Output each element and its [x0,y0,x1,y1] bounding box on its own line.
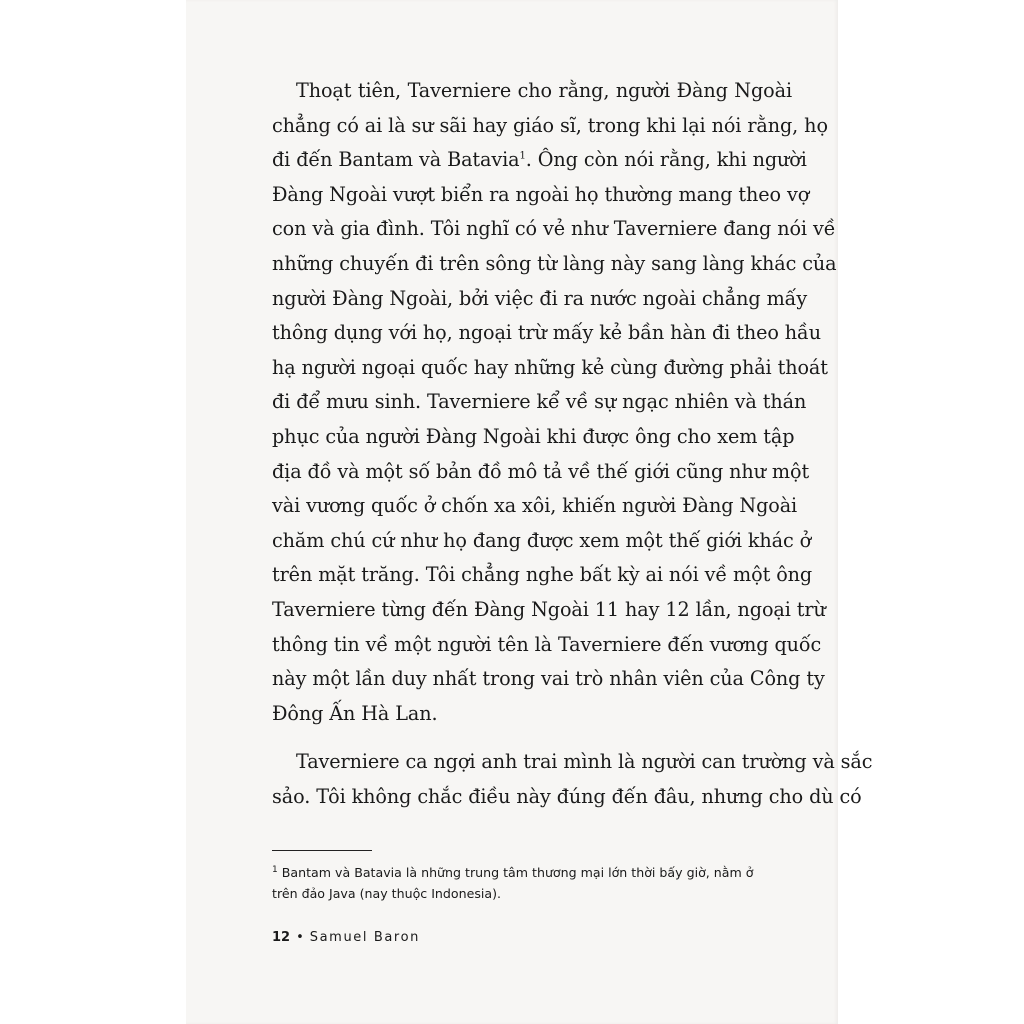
text-line: chăm chú cứ như họ đang được xem một thế giới khác ở [272,528,812,552]
paragraph-gap [272,731,792,745]
text-line: người Đàng Ngoài, bởi việc đi ra nước ngoài chẳng mấy [272,286,808,310]
body-text [272,74,873,814]
text-fragment: . Ông còn nói rằng, khi người [525,148,807,172]
text-line: vài vương quốc ở chốn xa xôi, khiến người Đàng Ngoài [272,494,798,518]
text-line: thông tin về một người tên là Taverniere đến vương quốc [272,632,822,656]
text-line: Taverniere ca ngợi anh trai mình là người can trường và sắc [296,750,873,774]
text-line-with-ref [272,143,807,178]
paragraph-1 [272,74,837,731]
footnote-reference: 1 [519,150,526,162]
text-line: Đông Ấn Hà Lan. [272,701,438,725]
text-line: những chuyến đi trên sông từ làng này sang làng khác của [272,251,837,275]
page-footer [272,930,420,945]
bullet-separator: • [296,930,304,945]
text-line: Thoạt tiên, Taverniere cho rằng, người Đàng Ngoài [296,79,792,102]
text-line: con và gia đình. Tôi nghĩ có vẻ như Taverniere đang nói về [272,217,836,241]
footnote-line: trên đảo Java (nay thuộc Indonesia). [272,886,502,901]
text-line: Taverniere từng đến Đàng Ngoài 11 hay 12 lần, ngoại trừ [272,597,826,621]
text-line: sảo. Tôi không chắc điều này đúng đến đâu, nhưng cho dù có [272,784,862,808]
text-fragment: đi đến Bantam và Batavia [272,148,520,172]
text-line: đi để mưu sinh. Taverniere kể về sự ngạc nhiên và thán [272,390,807,414]
footnote [272,862,832,904]
text-line: phục của người Đàng Ngoài khi được ông cho xem tập [272,424,795,448]
text-line: địa đồ và một số bản đồ mô tả về thế giới cũng như một [272,459,810,483]
text-line: trên mặt trăng. Tôi chẳng nghe bất kỳ ai nói về một ông [272,563,813,587]
footnote-rule [272,850,372,851]
text-line: Đàng Ngoài vượt biển ra ngoài họ thường mang theo vợ [272,182,810,206]
book-page [186,0,873,1024]
text-line: thông dụng với họ, ngoại trừ mấy kẻ bần hàn đi theo hầu [272,321,821,345]
paragraph-2 [272,745,873,814]
text-line: này một lần duy nhất trong vai trò nhân viên của Công ty [272,667,825,691]
footnote-text: Bantam và Batavia là những trung tâm thương mại lớn thời bấy giờ, nằm ở [281,865,754,880]
footnote-line [272,862,832,883]
text-line: hạ người ngoại quốc hay những kẻ cùng đường phải thoát [272,355,828,379]
text-line: chẳng có ai là sư sãi hay giáo sĩ, trong khi lại nói rằng, họ [272,113,828,137]
footnote-number: 1 [272,864,278,875]
running-author: Samuel Baron [309,930,420,945]
page-number: 12 [272,930,291,945]
